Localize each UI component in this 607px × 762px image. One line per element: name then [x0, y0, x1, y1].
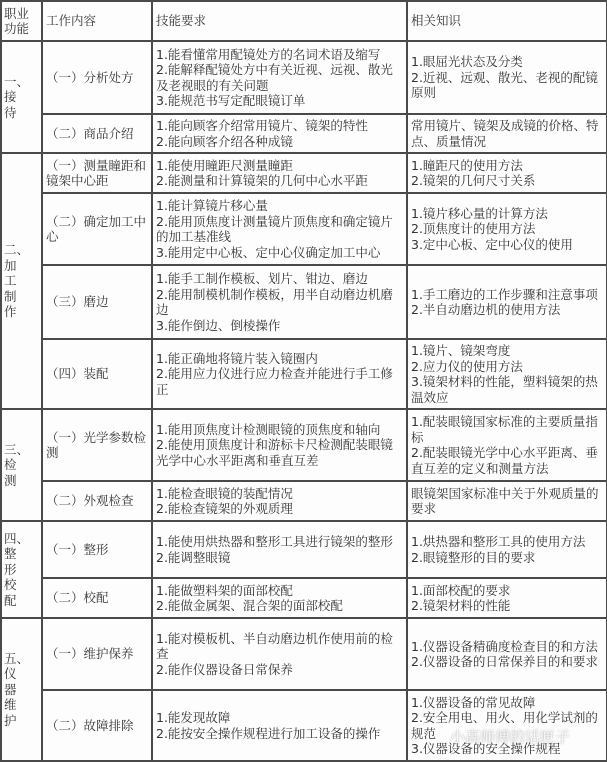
knowledge-item: 眼镜架国家标准中关于外观质量的要求	[411, 485, 599, 516]
work-content-cell: （一）整形	[42, 521, 152, 578]
related-knowledge-cell	[407, 690, 607, 761]
skill-item: 2.能做金属架、混合架的面部校配	[156, 598, 343, 613]
table-row	[1, 193, 607, 265]
table-row	[1, 409, 607, 481]
function-cell	[1, 521, 42, 618]
skill-item: 1.能使用瞳距尺测量瞳距	[156, 157, 293, 173]
knowledge-item: 1.面部校配的要求	[411, 582, 511, 598]
function-label: 一、接待	[4, 73, 30, 120]
function-label: 三、检测	[4, 441, 30, 488]
knowledge-item: 3.仪器设备的安全操作规程	[411, 741, 561, 756]
skill-item: 1.能发现故障	[156, 710, 231, 725]
related-knowledge-cell	[407, 114, 607, 153]
work-content-cell: （二）故障排除	[42, 690, 152, 761]
skill-item: 1.能计算镜片移心量	[156, 198, 268, 213]
knowledge-item: 1.手工磨边的工作步骤和注意事项	[411, 286, 598, 302]
knowledge-item: 2.配装眼镜光学中心水平距离、垂直互差的定义和测量方法	[411, 445, 598, 476]
knowledge-item: 2.眼镜整形的目的要求	[411, 549, 536, 565]
knowledge-item: 1.仪器设备精确度检查目的和方法	[411, 638, 598, 654]
related-knowledge-cell	[407, 409, 607, 481]
watermark: 小高师傅的话匣子	[450, 728, 571, 746]
knowledge-item: 2.镜架材料的性能	[411, 598, 511, 613]
knowledge-item: 2.近视、远观、散光、老视的配镜原则	[411, 69, 598, 101]
skill-item: 1.能用顶焦度计检测眼镜的顶焦度和轴向	[156, 421, 381, 437]
skill-requirements-cell	[152, 193, 407, 265]
skill-item: 2.能向顾客介绍各种成镜	[156, 133, 293, 149]
skill-requirements-cell	[152, 339, 407, 409]
skill-item: 1.能手工制作模板、划片、钳边、磨边	[156, 271, 368, 286]
knowledge-item: 2.安全用电、用火、用化学试剂的规范	[411, 710, 598, 741]
table-row	[1, 481, 607, 521]
skill-item: 3.能用定中心板、定中心仪确定加工中心	[156, 244, 381, 260]
table-row	[1, 521, 607, 578]
skill-requirements-cell	[152, 409, 407, 481]
knowledge-item: 3.镜架材料的性能，塑料镜架的热温效应	[411, 374, 598, 405]
skill-item: 2.能用制模机制作模板，用半自动磨边机磨边	[156, 286, 393, 317]
header-skill: 技能要求	[152, 1, 407, 41]
header-knowledge: 相关知识	[407, 1, 607, 41]
skill-requirements-cell	[152, 114, 407, 153]
related-knowledge-cell	[407, 265, 607, 339]
skill-item: 2.能解释配镜处方中有关近视、远视、散光及老视眼的有关问题	[156, 62, 393, 93]
skill-item: 2.能使用顶焦度计和游标卡尺检测配装眼镜光学中心水平距离和垂直互差	[156, 437, 393, 468]
skill-item: 2.能作仪器设备日常保养	[156, 661, 293, 677]
header-row	[1, 1, 607, 41]
knowledge-item: 2.仪器设备的日常保养目的和要求	[411, 654, 598, 669]
skill-item: 1.能正确地将镜片装入镜圈内	[156, 350, 318, 366]
work-content-cell: （一）分析处方	[42, 41, 152, 114]
table-row	[1, 265, 607, 339]
function-cell	[1, 618, 42, 761]
work-content-cell: （二）确定加工中心	[42, 193, 152, 265]
function-label: 四、整形校配	[4, 530, 30, 608]
skill-item: 2.能检查镜架的外观质理	[156, 501, 293, 516]
skill-item: 1.能使用烘热器和整形工具进行镜架的整形	[156, 534, 393, 549]
skill-requirements-cell	[152, 521, 407, 578]
related-knowledge-cell	[407, 618, 607, 690]
knowledge-item: 2.应力仪的使用方法	[411, 358, 523, 374]
knowledge-item: 2.顶焦度计的使用方法	[411, 221, 536, 237]
skill-requirements-cell	[152, 481, 407, 521]
function-cell	[1, 409, 42, 521]
related-knowledge-cell	[407, 153, 607, 193]
skill-item: 1.能看懂常用配镜处方的名词术语及缩写	[156, 46, 381, 62]
knowledge-item: 1.眼屈光状态及分类	[411, 54, 523, 70]
work-content-cell: （二）校配	[42, 578, 152, 618]
skill-item: 2.能测量和计算镜架的几何中心水平距	[156, 173, 368, 188]
work-content-cell: （一）光学参数检测	[42, 409, 152, 481]
work-content-cell: （四）装配	[42, 339, 152, 409]
related-knowledge-cell	[407, 339, 607, 409]
skill-item: 2.能用应力仪进行应力检查并能进行手工修正	[156, 366, 393, 397]
work-content-cell: （三）磨边	[42, 265, 152, 339]
header-work: 工作内容	[42, 1, 152, 41]
skill-requirements-cell	[152, 265, 407, 339]
knowledge-item: 2.镜架的几何尺寸关系	[411, 173, 536, 188]
skill-item: 1.能向顾客介绍常用镜片、镜架的特性	[156, 118, 368, 133]
knowledge-item: 1.瞳距尺的使用方法	[411, 157, 523, 173]
related-knowledge-cell	[407, 193, 607, 265]
function-cell	[1, 153, 42, 409]
skill-item: 2.能按安全操作规程进行加工设备的操作	[156, 725, 381, 741]
knowledge-item: 2.半自动磨边机的使用方法	[411, 302, 561, 317]
work-content-cell: （二）商品介绍	[42, 114, 152, 153]
skill-item: 3.能规范书写定配眼镜订单	[156, 93, 306, 108]
skill-requirements-cell	[152, 578, 407, 618]
work-content-cell: （一）维护保养	[42, 618, 152, 690]
function-label: 五、仪器维护	[4, 650, 30, 728]
related-knowledge-cell	[407, 521, 607, 578]
knowledge-item: 1.镜片、镜架弯度	[411, 343, 511, 358]
related-knowledge-cell	[407, 481, 607, 521]
skill-item: 2.能用顶焦度计测量镜片顶焦度和确定镜片的加工基准线	[156, 213, 393, 244]
function-cell	[1, 41, 42, 153]
knowledge-item: 1.烘热器和整形工具的使用方法	[411, 534, 586, 549]
knowledge-item: 常用镜片、镜架及成镜的价格、特点、质量情况	[411, 118, 599, 149]
skill-item: 1.能对模板机、半自动磨边机作使用前的检查	[156, 630, 393, 662]
table-row	[1, 339, 607, 409]
knowledge-item: 1.仪器设备的常见故障	[411, 694, 536, 710]
skill-item: 1.能检查眼镜的装配情况	[156, 485, 293, 501]
related-knowledge-cell	[407, 41, 607, 114]
knowledge-item: 1.镜片移心量的计算方法	[411, 205, 548, 221]
header-function: 职业功能	[1, 1, 42, 41]
work-content-cell: （二）外观检查	[42, 481, 152, 521]
skill-item: 2.能调整眼镜	[156, 549, 231, 565]
table-row	[1, 618, 607, 690]
work-content-cell: （一）测量瞳距和镜架中心距	[42, 153, 152, 193]
table-row	[1, 578, 607, 618]
table-row	[1, 114, 607, 153]
skill-requirements-cell	[152, 690, 407, 761]
table-row	[1, 41, 607, 114]
function-label: 二、加工制作	[4, 242, 30, 320]
skill-requirements-cell	[152, 41, 407, 114]
skill-requirements-cell	[152, 618, 407, 690]
skill-item: 3.能作倒边、倒棱操作	[156, 317, 281, 333]
table-row	[1, 690, 607, 761]
table-row	[1, 153, 607, 193]
knowledge-item: 3.定中心板、定中心仪的使用	[411, 236, 573, 252]
skill-requirements-cell	[152, 153, 407, 193]
skill-item: 1.能做塑料架的面部校配	[156, 582, 293, 598]
related-knowledge-cell	[407, 578, 607, 618]
knowledge-item: 1.配装眼镜国家标准的主要质量指标	[411, 414, 598, 445]
